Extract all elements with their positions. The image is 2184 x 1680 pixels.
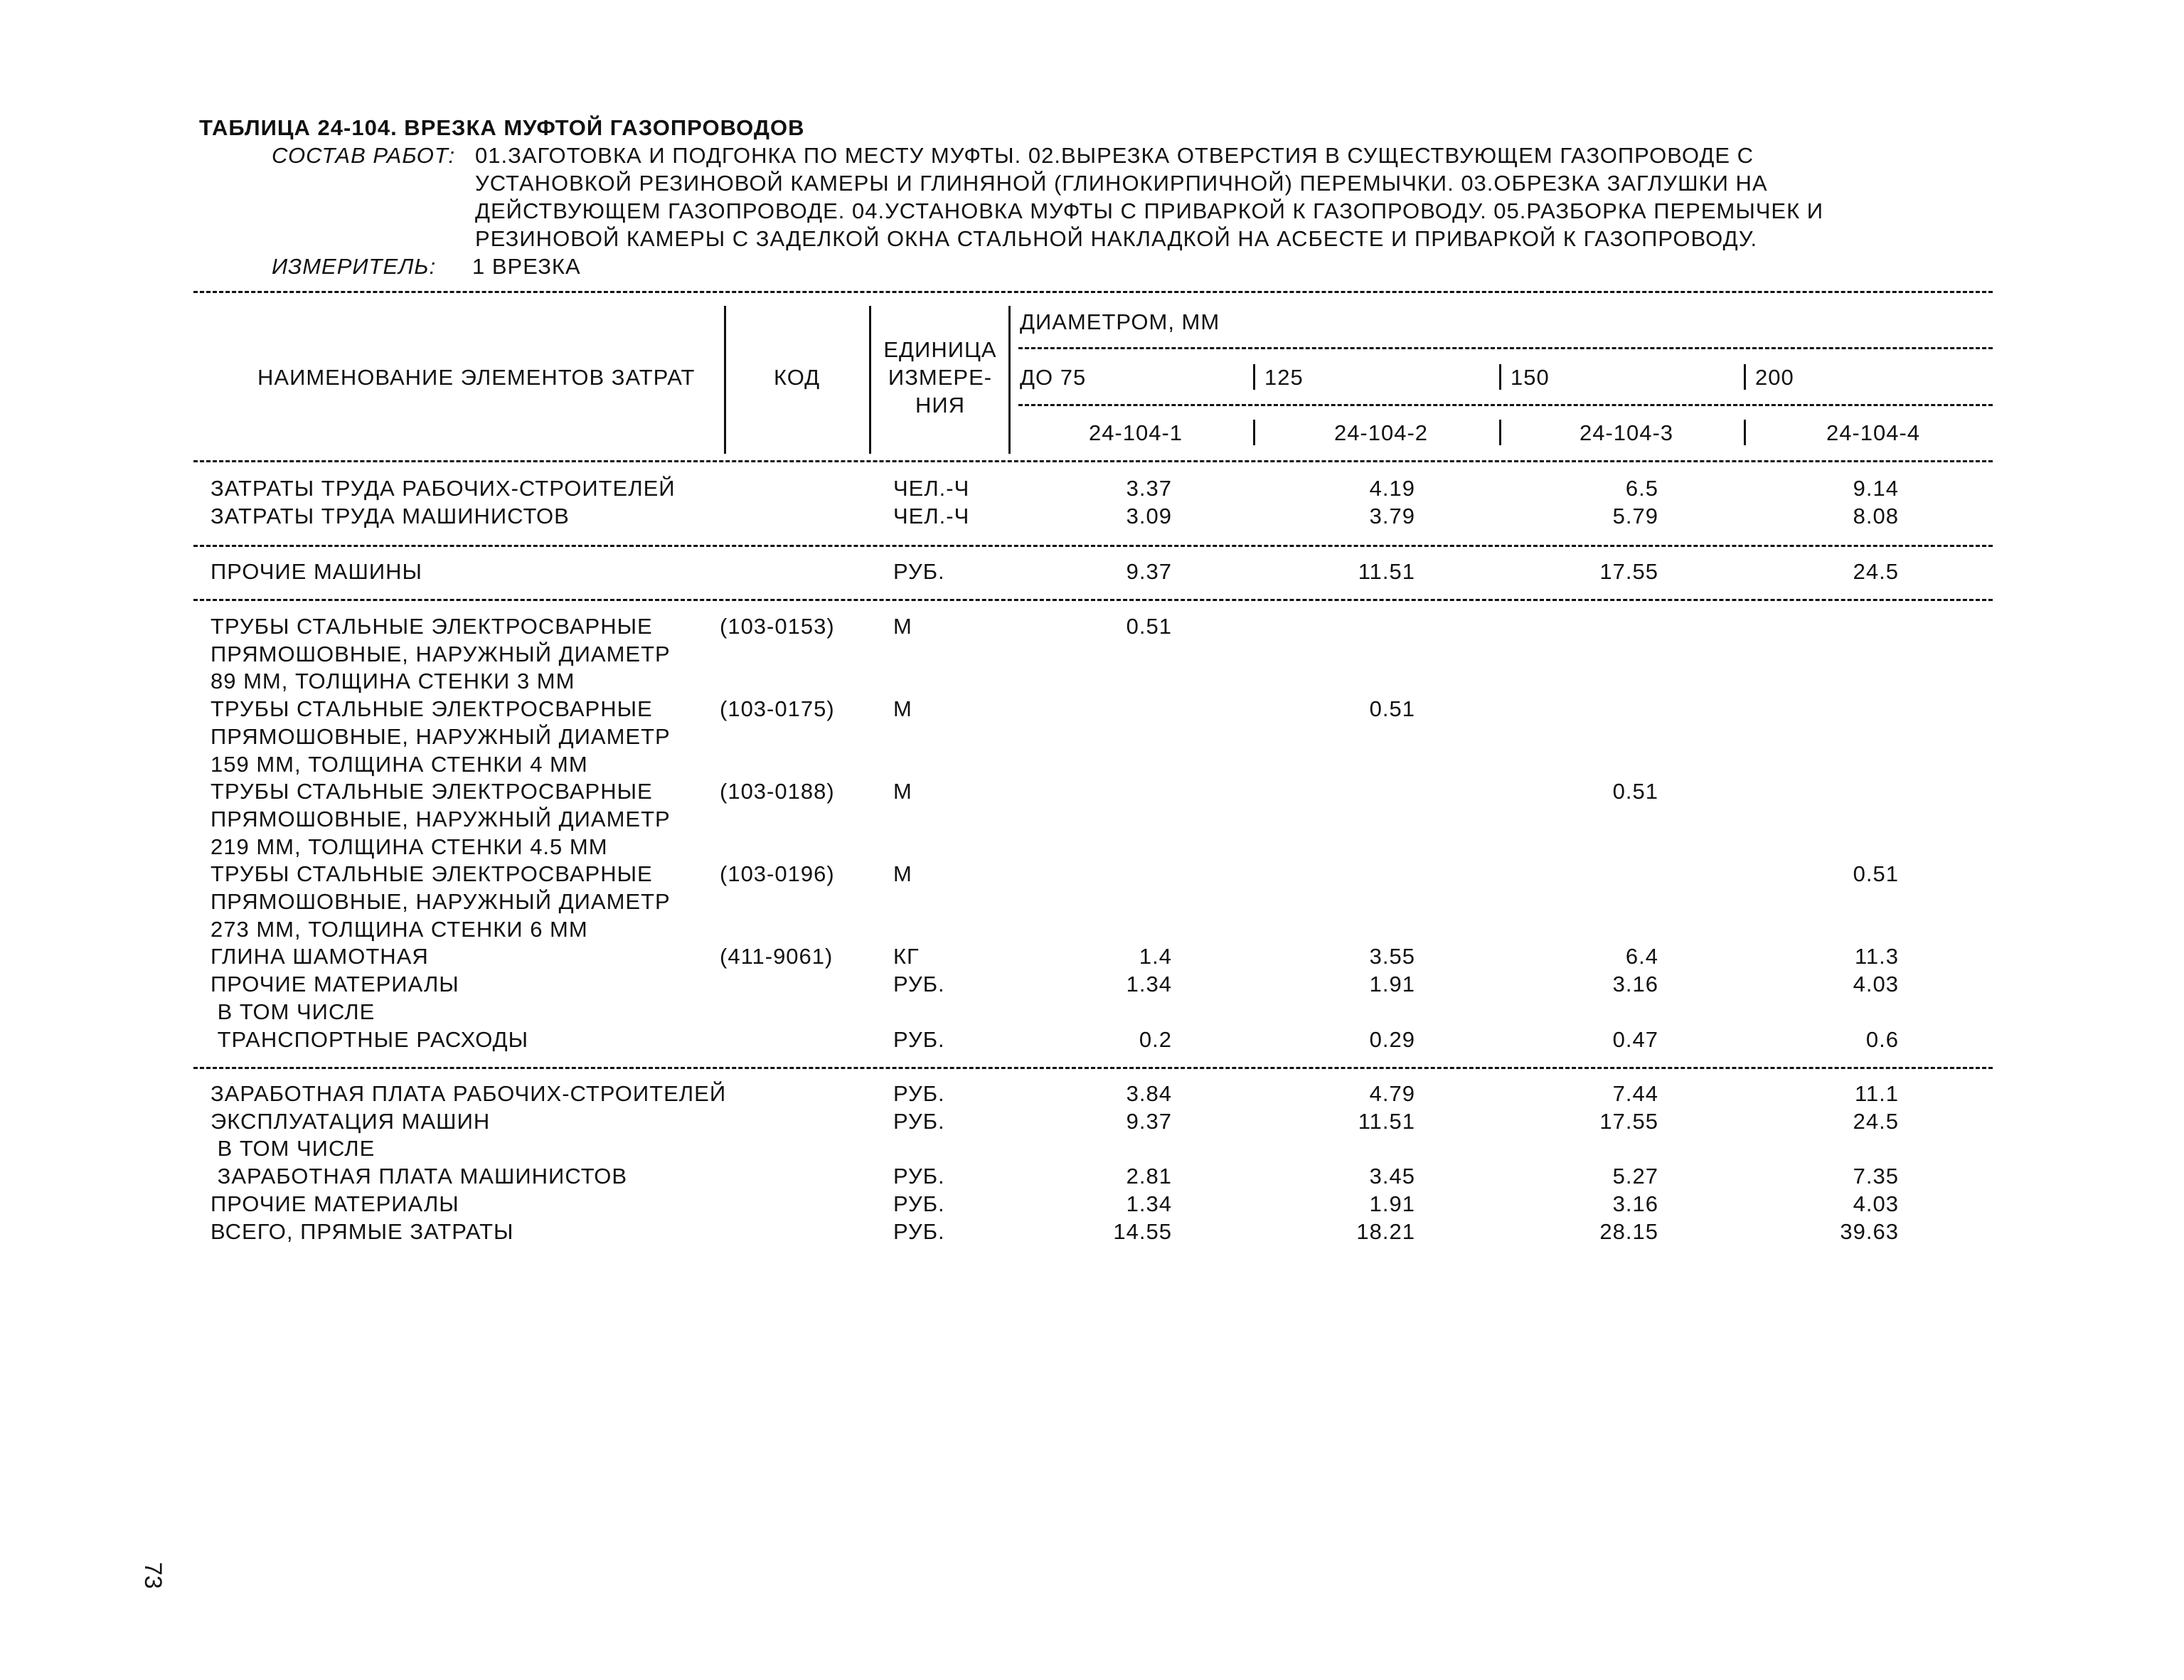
row-name: ЗАТРАТЫ ТРУДА РАБОЧИХ-СТРОИТЕЛЕЙ	[211, 476, 676, 501]
row-value: 4.19	[1369, 476, 1415, 501]
row-value: 1.34	[1126, 972, 1172, 996]
row-value: 0.47	[1612, 1027, 1658, 1052]
sostav-line-4: РЕЗИНОВОЙ КАМЕРЫ С ЗАДЕЛКОЙ ОКНА СТАЛЬНОЙ НАКЛАДКОЙ НА АСБЕСТЕ И ПРИВАРКОЙ К ГАЗОПРОВОДУ.	[475, 226, 1758, 251]
row-value: 0.51	[1369, 696, 1415, 721]
row-name: ТРУБЫ СТАЛЬНЫЕ ЭЛЕКТРОСВАРНЫЕ	[211, 614, 653, 639]
row-value: 11.1	[1854, 1081, 1899, 1106]
izmeritel-value: 1 ВРЕЗКА	[472, 254, 581, 279]
row-value: 4.03	[1853, 1191, 1899, 1216]
header-diameter-rule	[1018, 347, 1993, 349]
sostav-line-1: 01.ЗАГОТОВКА И ПОДГОНКА ПО МЕСТУ МУФТЫ. 02.ВЫРЕЗКА ОТВЕРСТИЯ В СУЩЕСТВУЮЩЕМ ГАЗОПРОВОДЕ С	[475, 143, 1754, 168]
row-value: 0.29	[1369, 1027, 1415, 1052]
header-name: НАИМЕНОВАНИЕ ЭЛЕМЕНТОВ ЗАТРАТ	[257, 365, 696, 390]
row-name: 89 ММ, ТОЛЩИНА СТЕНКИ 3 ММ	[211, 669, 575, 693]
row-value: 5.79	[1612, 504, 1658, 528]
row-value: 11.3	[1854, 944, 1899, 969]
row-name: ПРОЧИЕ МАТЕРИАЛЫ	[211, 972, 459, 996]
row-value: 11.51	[1358, 1109, 1415, 1134]
row-value: 9.37	[1126, 559, 1172, 584]
row-value: 7.35	[1853, 1164, 1899, 1189]
row-unit: М	[893, 779, 912, 804]
header-unit-line-1: ЕДИНИЦА	[883, 337, 997, 362]
row-unit: РУБ.	[893, 559, 945, 584]
row-value: 14.55	[1113, 1219, 1172, 1244]
row-value: 0.2	[1139, 1027, 1172, 1052]
header-diameter: ДИАМЕТРОМ, ММ	[1020, 309, 1220, 334]
row-value: 0.51	[1126, 614, 1172, 639]
header-code: КОД	[774, 365, 821, 390]
row-value: 5.27	[1612, 1164, 1658, 1189]
row-value: 24.5	[1853, 559, 1899, 584]
row-unit: РУБ.	[893, 1191, 945, 1216]
row-name: ПРЯМОШОВНЫЕ, НАРУЖНЫЙ ДИАМЕТР	[211, 889, 671, 914]
row-unit: РУБ.	[893, 972, 945, 996]
header-col-code-4: 24-104-4	[1826, 420, 1921, 445]
row-name: В ТОМ ЧИСЛЕ	[211, 999, 375, 1024]
header-diameter-1: ДО 75	[1020, 365, 1087, 390]
header-unit-line-2: ИЗМЕРЕ-	[888, 365, 993, 390]
row-value: 1.34	[1126, 1191, 1172, 1216]
header-top-rule	[193, 291, 1993, 293]
row-value: 7.44	[1612, 1081, 1658, 1106]
row-unit: ЧЕЛ.-Ч	[893, 504, 970, 528]
row-value: 3.55	[1369, 944, 1415, 969]
row-unit: М	[893, 861, 912, 886]
row-value: 6.5	[1625, 476, 1658, 501]
row-name: ПРОЧИЕ МАТЕРИАЛЫ	[211, 1191, 459, 1216]
header-separator	[1008, 306, 1011, 454]
header-diameter-3: 150	[1511, 365, 1550, 390]
section-rule	[193, 599, 1993, 601]
sostav-line-2: УСТАНОВКОЙ РЕЗИНОВОЙ КАМЕРЫ И ГЛИНЯНОЙ (ГЛИНОКИРПИЧНОЙ) ПЕРЕМЫЧКИ. 03.ОБРЕЗКА ЗАГЛУШКИ НА	[475, 171, 1768, 196]
row-value: 9.14	[1853, 476, 1899, 501]
row-name: ГЛИНА ШАМОТНАЯ	[211, 944, 429, 969]
row-value: 0.51	[1853, 861, 1899, 886]
row-value: 9.37	[1126, 1109, 1172, 1134]
row-name: В ТОМ ЧИСЛЕ	[211, 1136, 375, 1161]
row-value: 0.51	[1612, 779, 1658, 804]
header-col-code-2: 24-104-2	[1333, 420, 1429, 445]
row-name: ТРУБЫ СТАЛЬНЫЕ ЭЛЕКТРОСВАРНЫЕ	[211, 779, 653, 804]
row-unit: РУБ.	[893, 1219, 945, 1244]
row-unit: РУБ.	[893, 1081, 945, 1106]
row-value: 0.6	[1865, 1027, 1899, 1052]
section-rule	[193, 1067, 1993, 1069]
row-code: (103-0196)	[720, 861, 835, 886]
header-unit-line-3: НИЯ	[915, 393, 966, 418]
row-unit: РУБ.	[893, 1027, 945, 1052]
row-value: 1.91	[1369, 972, 1415, 996]
row-unit: М	[893, 614, 912, 639]
header-separator	[1253, 364, 1255, 390]
row-name: ЗАТРАТЫ ТРУДА МАШИНИСТОВ	[211, 504, 570, 528]
row-value: 3.37	[1126, 476, 1172, 501]
header-separator	[1744, 420, 1746, 445]
header-bottom-rule	[193, 460, 1993, 462]
row-unit: РУБ.	[893, 1164, 945, 1189]
row-name: 219 ММ, ТОЛЩИНА СТЕНКИ 4.5 ММ	[211, 834, 608, 859]
row-code: (103-0153)	[720, 614, 835, 639]
row-value: 17.55	[1599, 1109, 1658, 1134]
row-value: 6.4	[1625, 944, 1658, 969]
sostav-label: СОСТАВ РАБОТ:	[272, 143, 456, 168]
header-separator	[724, 306, 726, 454]
row-name: ЭКСПЛУАТАЦИЯ МАШИН	[211, 1109, 491, 1134]
row-value: 39.63	[1840, 1219, 1899, 1244]
row-value: 3.79	[1369, 504, 1415, 528]
row-value: 17.55	[1599, 559, 1658, 584]
row-unit: КГ	[893, 944, 920, 969]
row-name: 159 ММ, ТОЛЩИНА СТЕНКИ 4 ММ	[211, 752, 588, 777]
row-value: 3.09	[1126, 504, 1172, 528]
row-value: 18.21	[1356, 1219, 1415, 1244]
row-name: 273 ММ, ТОЛЩИНА СТЕНКИ 6 ММ	[211, 917, 588, 942]
row-code: (103-0188)	[720, 779, 835, 804]
row-unit: РУБ.	[893, 1109, 945, 1134]
row-name: ЗАРАБОТНАЯ ПЛАТА РАБОЧИХ-СТРОИТЕЛЕЙ	[211, 1081, 727, 1106]
header-separator	[1499, 420, 1501, 445]
row-name: ПРЯМОШОВНЫЕ, НАРУЖНЫЙ ДИАМЕТР	[211, 642, 671, 666]
row-value: 4.03	[1853, 972, 1899, 996]
row-value: 2.81	[1126, 1164, 1172, 1189]
row-value: 8.08	[1853, 504, 1899, 528]
header-separator	[1499, 364, 1501, 390]
row-value: 11.51	[1358, 559, 1415, 584]
row-value: 3.16	[1612, 972, 1658, 996]
header-separator	[1744, 364, 1746, 390]
section-rule	[193, 545, 1993, 547]
row-unit: М	[893, 696, 912, 721]
row-value: 28.15	[1599, 1219, 1658, 1244]
header-diameter-2: 125	[1264, 365, 1304, 390]
row-value: 3.84	[1126, 1081, 1172, 1106]
table-title: ТАБЛИЦА 24-104. ВРЕЗКА МУФТОЙ ГАЗОПРОВОДОВ	[199, 115, 805, 140]
row-value: 3.16	[1612, 1191, 1658, 1216]
header-code-rule	[1018, 404, 1993, 406]
row-name: ПРЯМОШОВНЫЕ, НАРУЖНЫЙ ДИАМЕТР	[211, 807, 671, 831]
sostav-line-3: ДЕЙСТВУЮЩЕМ ГАЗОПРОВОДЕ. 04.УСТАНОВКА МУФТЫ С ПРИВАРКОЙ К ГАЗОПРОВОДУ. 05.РАЗБОРКА ПЕРЕМЫЧЕК И	[475, 198, 1824, 223]
header-col-code-1: 24-104-1	[1088, 420, 1183, 445]
header-diameter-4: 200	[1755, 365, 1794, 390]
row-code: (411-9061)	[720, 944, 833, 969]
row-name: ПРОЧИЕ МАШИНЫ	[211, 559, 422, 584]
row-value: 1.91	[1369, 1191, 1415, 1216]
row-value: 1.4	[1139, 944, 1172, 969]
row-name: ЗАРАБОТНАЯ ПЛАТА МАШИНИСТОВ	[211, 1164, 628, 1189]
row-name: ВСЕГО, ПРЯМЫЕ ЗАТРАТЫ	[211, 1219, 514, 1244]
page-number: 73	[139, 1562, 166, 1589]
row-unit: ЧЕЛ.-Ч	[893, 476, 970, 501]
row-name: ТРУБЫ СТАЛЬНЫЕ ЭЛЕКТРОСВАРНЫЕ	[211, 861, 653, 886]
row-code: (103-0175)	[720, 696, 835, 721]
row-name: ПРЯМОШОВНЫЕ, НАРУЖНЫЙ ДИАМЕТР	[211, 724, 671, 749]
header-col-code-3: 24-104-3	[1579, 420, 1674, 445]
header-separator	[869, 306, 871, 454]
row-name: ТРУБЫ СТАЛЬНЫЕ ЭЛЕКТРОСВАРНЫЕ	[211, 696, 653, 721]
row-value: 4.79	[1369, 1081, 1415, 1106]
row-value: 3.45	[1369, 1164, 1415, 1189]
izmeritel-label: ИЗМЕРИТЕЛЬ:	[272, 254, 437, 279]
row-value: 24.5	[1853, 1109, 1899, 1134]
header-separator	[1253, 420, 1255, 445]
row-name: ТРАНСПОРТНЫЕ РАСХОДЫ	[211, 1027, 529, 1052]
